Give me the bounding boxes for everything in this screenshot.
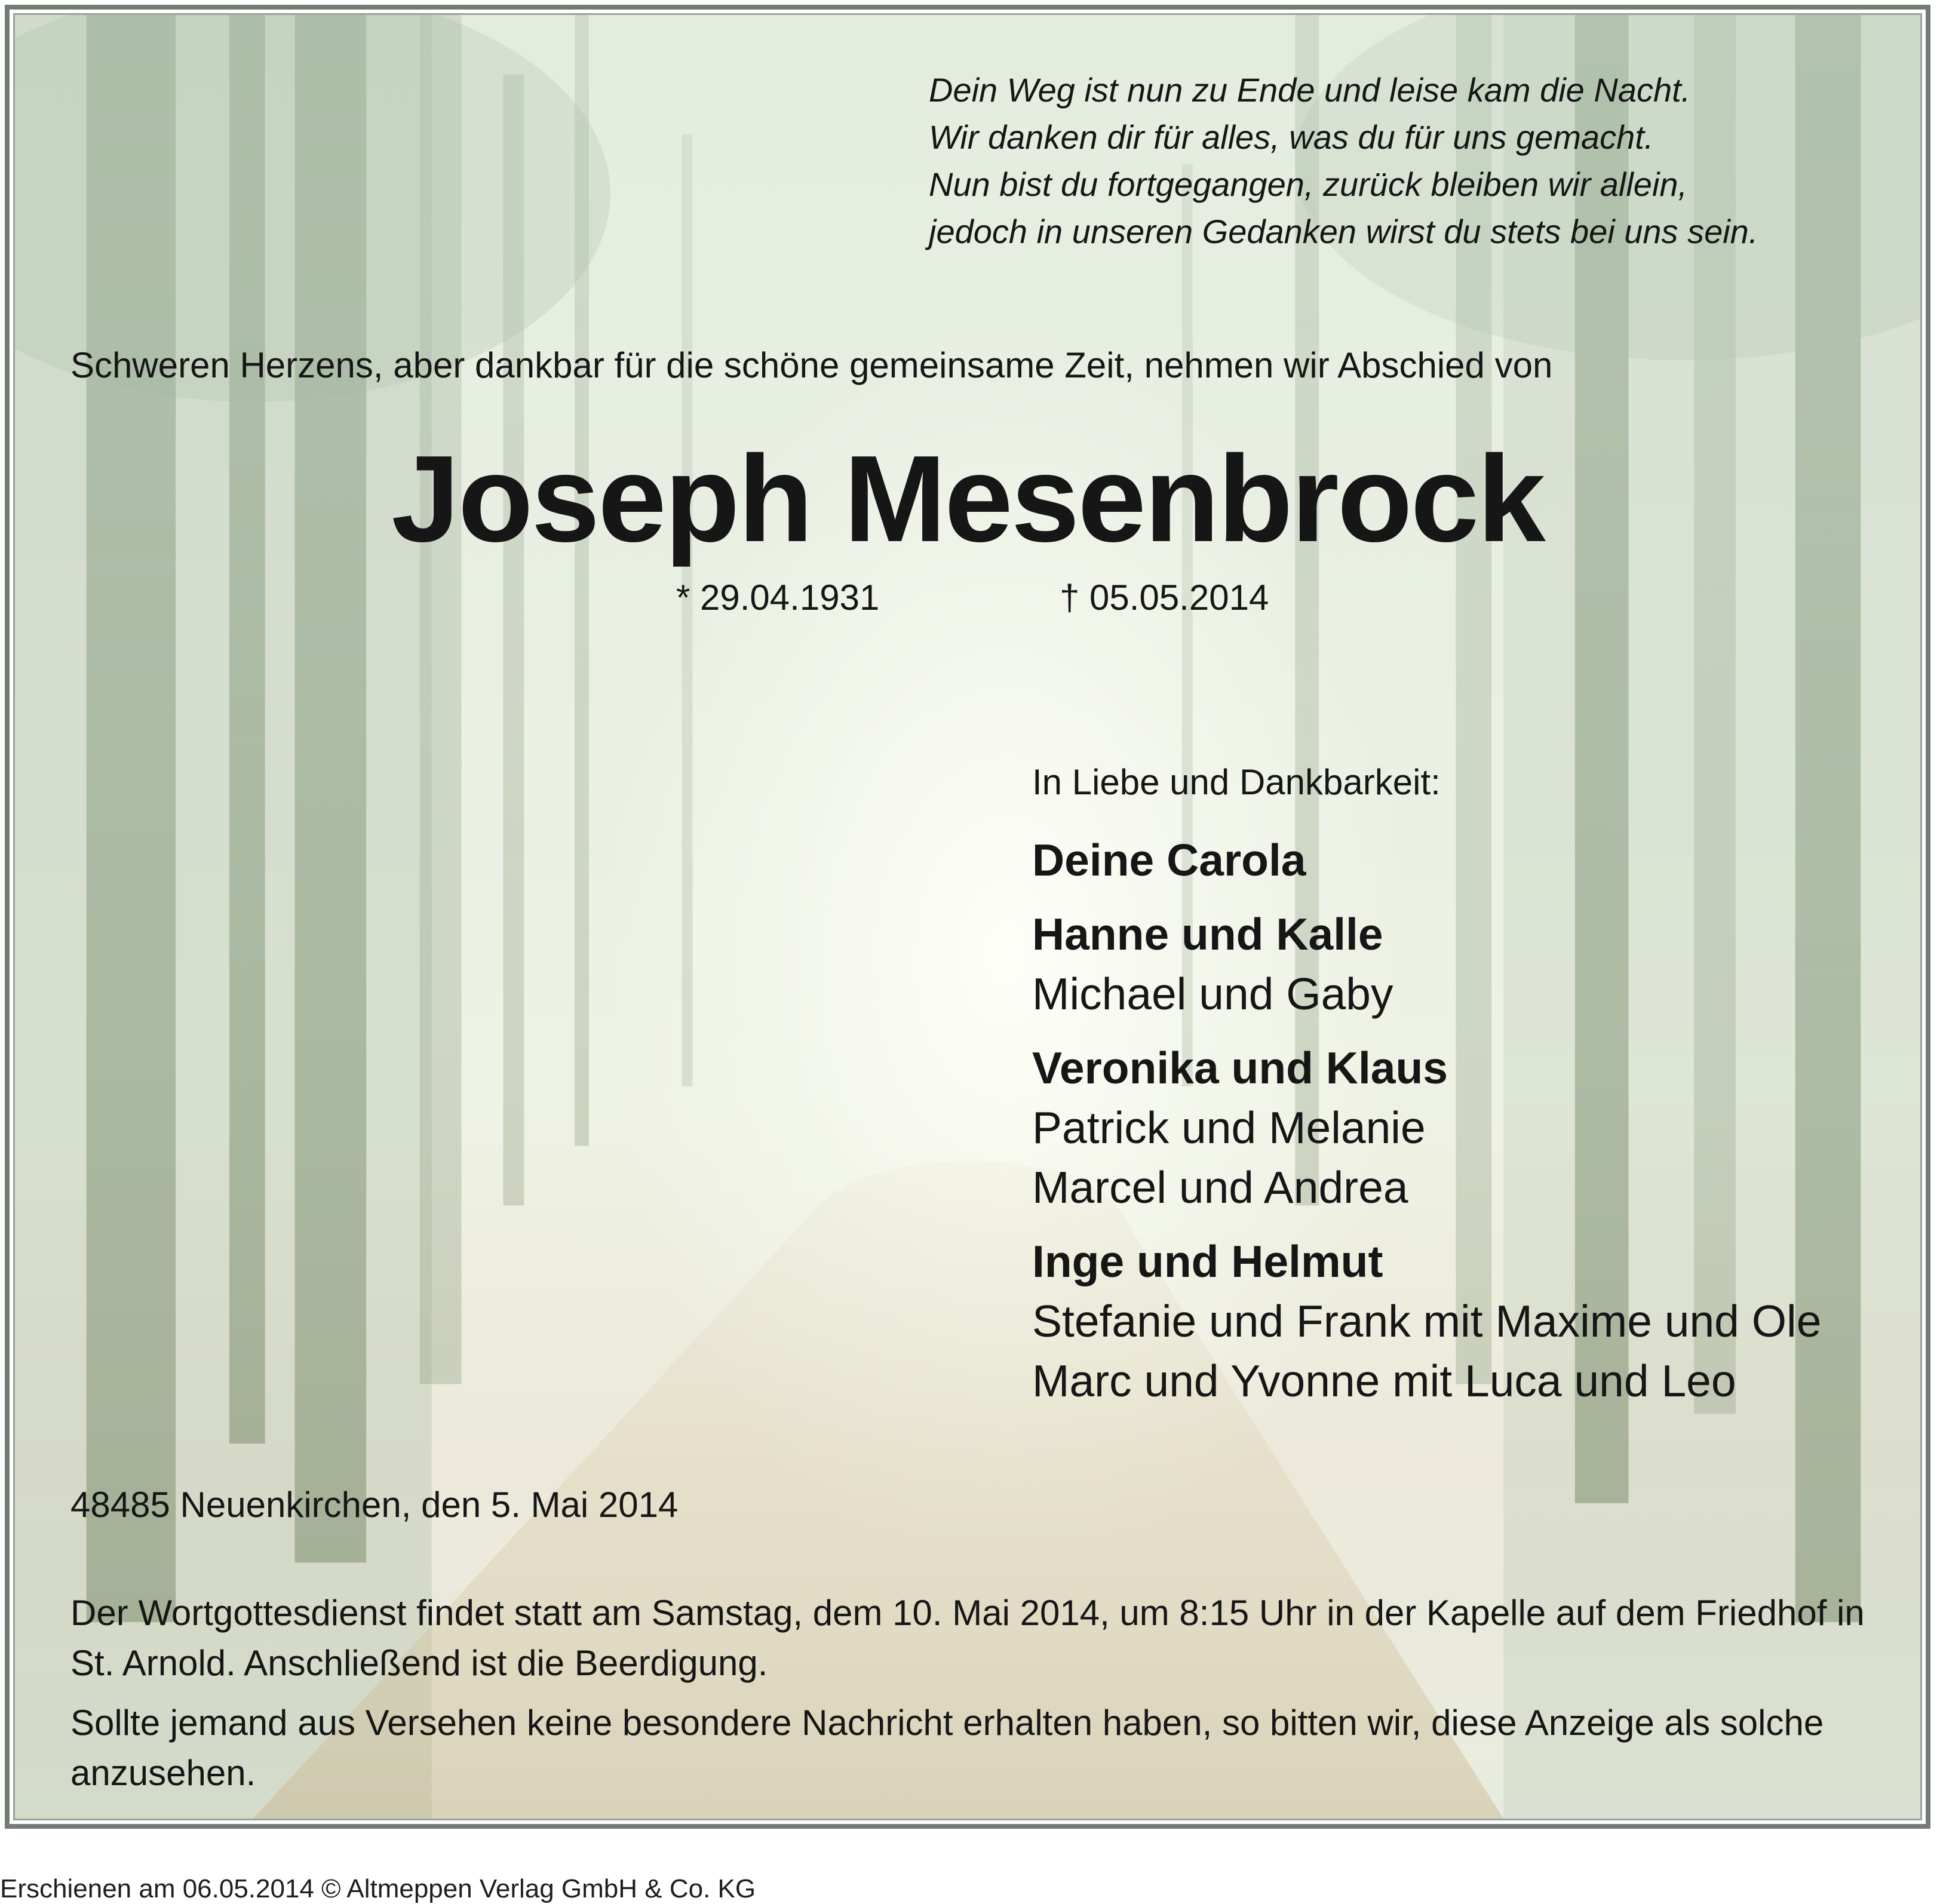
mourner-lead: Veronika und Klaus	[1032, 1043, 1448, 1093]
place-date: 48485 Neuenkirchen, den 5. Mai 2014	[70, 1485, 679, 1525]
publication-footer: Erschienen am 06.05.2014 © Altmeppen Verlag GmbH & Co. KG	[0, 1874, 756, 1903]
poem-line: Dein Weg ist nun zu Ende und leise kam die Nacht.	[929, 71, 1691, 109]
mourner-lead: Hanne und Kalle	[1032, 909, 1383, 959]
service-info: Der Wortgottesdienst findet statt am Samstag, dem 10. Mai 2014, um 8:15 Uhr in der Kapelle auf dem Friedhof in St. Arnold. Anschließend ist die Beerdigung.	[70, 1593, 1865, 1683]
mourner-group	[1032, 830, 1821, 890]
birth-date: * 29.04.1931	[676, 578, 880, 618]
notice-panel	[13, 13, 1922, 1820]
poem-line: Nun bist du fortgegangen, zurück bleiben wir allein,	[929, 165, 1688, 203]
poem	[929, 66, 1758, 255]
mourner-member: Patrick und Melanie	[1032, 1103, 1426, 1153]
mourner-member: Stefanie und Frank mit Maxime und Ole	[1032, 1296, 1822, 1346]
mourner-lead: Deine Carola	[1032, 835, 1306, 885]
notice-text: Sollte jemand aus Versehen keine besondere Nachricht erhalten haben, so bitten wir, diese Anzeige als solche anzusehen.	[70, 1703, 1824, 1793]
thanks-heading: In Liebe und Dankbarkeit:	[1032, 762, 1441, 802]
mourners-list	[1032, 761, 1821, 1425]
mourner-group	[1032, 904, 1821, 1024]
mourner-member: Michael und Gaby	[1032, 969, 1393, 1019]
poem-line: jedoch in unseren Gedanken wirst du stets bei uns sein.	[929, 213, 1758, 250]
mourner-lead: Inge und Helmut	[1032, 1236, 1383, 1286]
mourner-member: Marc und Yvonne mit Luca und Leo	[1032, 1356, 1736, 1406]
intro-text: Schweren Herzens, aber dankbar für die schöne gemeinsame Zeit, nehmen wir Abschied von	[70, 345, 1553, 385]
death-date: † 05.05.2014	[1060, 578, 1269, 618]
poem-line: Wir danken dir für alles, was du für uns gemacht.	[929, 118, 1654, 156]
mourner-group	[1032, 1038, 1821, 1217]
obituary-notice	[5, 5, 1930, 1829]
deceased-name: Joseph Mesenbrock	[391, 430, 1544, 567]
mourner-group	[1032, 1232, 1821, 1411]
mourner-member: Marcel und Andrea	[1032, 1162, 1408, 1212]
